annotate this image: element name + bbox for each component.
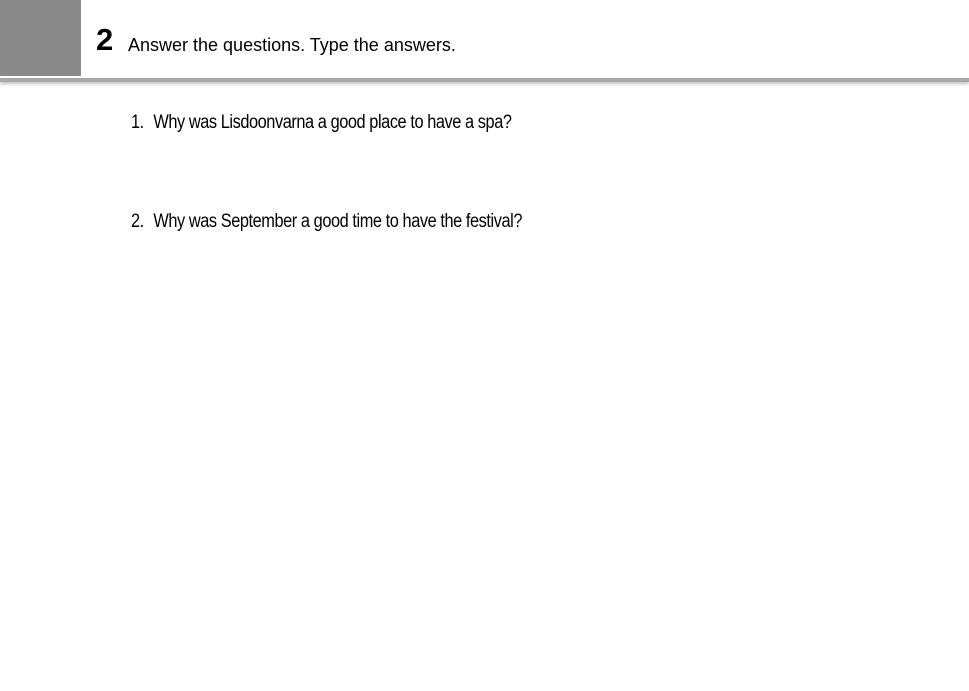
header-divider <box>0 78 969 82</box>
question-number: 1. <box>131 112 144 133</box>
exercise-number: 2 <box>96 22 114 57</box>
question-text: Why was September a good time to have the festival? <box>153 211 522 232</box>
exercise-header <box>81 0 969 80</box>
question-item-2 <box>131 209 733 235</box>
exercise-instruction: Answer the questions. Type the answers. <box>128 35 456 55</box>
question-text: Why was Lisdoonvarna a good place to have a spa? <box>153 112 512 133</box>
question-item-1 <box>131 110 733 136</box>
exercise-marker-block <box>0 0 81 76</box>
question-list <box>131 110 831 235</box>
question-number: 2. <box>131 211 144 232</box>
